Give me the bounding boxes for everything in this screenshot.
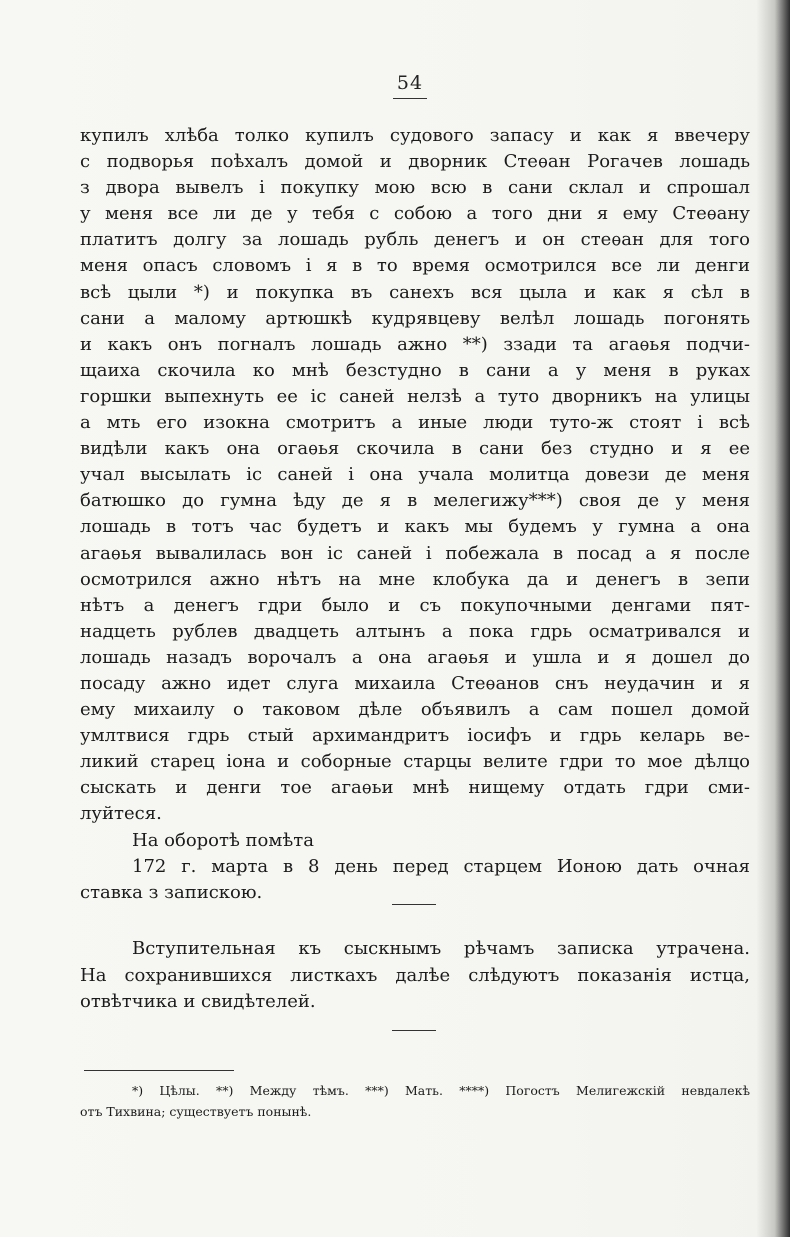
text-line: меня опасъ словомъ і я в то время осмотрился все ли денги (80, 255, 750, 277)
text-line: и какъ онъ погналъ лошадь ажно **) ззади та агаѳья подчи- (80, 333, 750, 355)
text-line: всѣ цыли *) и покупка въ санехъ вся цыла и как я сѣл в (80, 281, 750, 303)
text-line: ему михаилу о таковом дѣле объявилъ а сам пошел домой (80, 699, 750, 721)
text-line: у меня все ли де у тебя с собою а того дни я ему Стеѳану (80, 203, 750, 225)
footnote-line: отъ Тихвина; существуетъ понынѣ. (80, 1104, 312, 1119)
note-heading: На оборотѣ помѣта (132, 829, 314, 851)
text-line: луйтеся. (80, 803, 162, 825)
text-line: умлтвися гдрь стый архимандритъ іосифъ и гдрь келарь ве- (80, 725, 750, 747)
text-line: видѣли какъ она огаѳья скочила в сани без студно и я ее (80, 438, 750, 460)
page-edge-shadow (756, 0, 790, 1237)
text-line: щаиха скочила ко мнѣ безстудно в сани а у меня в руках (80, 359, 750, 381)
text-line: сани а малому артюшкѣ кудрявцеву велѣл лошадь погонять (80, 307, 750, 329)
main-text (80, 123, 750, 906)
text-line: батюшко до гумна ѣду де я в мелегижу***) своя де у меня (80, 490, 750, 512)
editorial-line: отвѣтчика и свидѣтелей. (80, 991, 316, 1012)
text-line: лошадь в тотъ час будетъ и какъ мы будемъ у гумна а она (80, 516, 750, 538)
page-number-underline (393, 98, 427, 99)
text-line: нѣтъ а денегъ гдри было и съ покупочными денгами пят- (80, 594, 750, 616)
text-line: агаѳья вывалилась вон іс саней і побежала в посад а я после (80, 542, 750, 564)
section-separator (392, 904, 436, 905)
editorial-note (80, 936, 750, 1016)
text-line: лошадь назадъ ворочалъ а она агаѳья и ушла и я дошел до (80, 646, 750, 668)
text-line: сыскать и денги тое агаѳьи мнѣ нищему отдать гдри сми- (80, 777, 750, 799)
text-line: надцеть рублев двадцеть алтынъ а пока гдрь осматривался и (80, 620, 750, 642)
note-line: 172 г. марта в 8 день перед старцем Ионою дать очная (132, 855, 750, 877)
text-line: с подворья поѣхалъ домой и дворник Стеѳан Рогачев лошадь (80, 151, 750, 173)
text-line: платитъ долгу за лошадь рубль денегъ и он стеѳан для того (80, 229, 750, 251)
footnote-rule (84, 1070, 234, 1071)
text-line: а мть его изокна смотритъ а иные люди туто-ж стоят і всѣ (80, 412, 750, 434)
footnote-line: *) Цѣлы. **) Между тѣмъ. ***) Мать. ****) Погостъ Мелигежскій невдалекѣ (132, 1083, 750, 1098)
note-line: ставка з запискою. (80, 881, 263, 903)
text-line: осмотрился ажно нѣтъ на мне клобука да и денегъ в зепи (80, 568, 750, 590)
text-line: посаду ажно идет слуга михаила Стеѳанов снъ неудачин и я (80, 672, 750, 694)
text-line: купилъ хлѣба толко купилъ судового запасу и как я ввечеру (80, 125, 750, 146)
text-line: ликий старец іона и соборные старцы велите гдри то мое дѣлцо (80, 751, 750, 773)
page-number: 54 (396, 72, 424, 94)
editorial-line: На сохранившихся листкахъ далѣе слѣдуютъ показанія истца, (80, 964, 750, 986)
editorial-line: Вступительная къ сыскнымъ рѣчамъ записка утрачена. (132, 938, 750, 959)
footnotes (80, 1080, 750, 1122)
text-line: учал высылать іс саней і она учала молитца довези де меня (80, 464, 750, 486)
text-line: з двора вывелъ і покупку мою всю в сани склал и спрошал (80, 177, 750, 199)
section-separator (392, 1030, 436, 1031)
text-line: горшки выпехнуть ее іс саней нелзѣ а туто дворникъ на улицы (80, 385, 750, 407)
